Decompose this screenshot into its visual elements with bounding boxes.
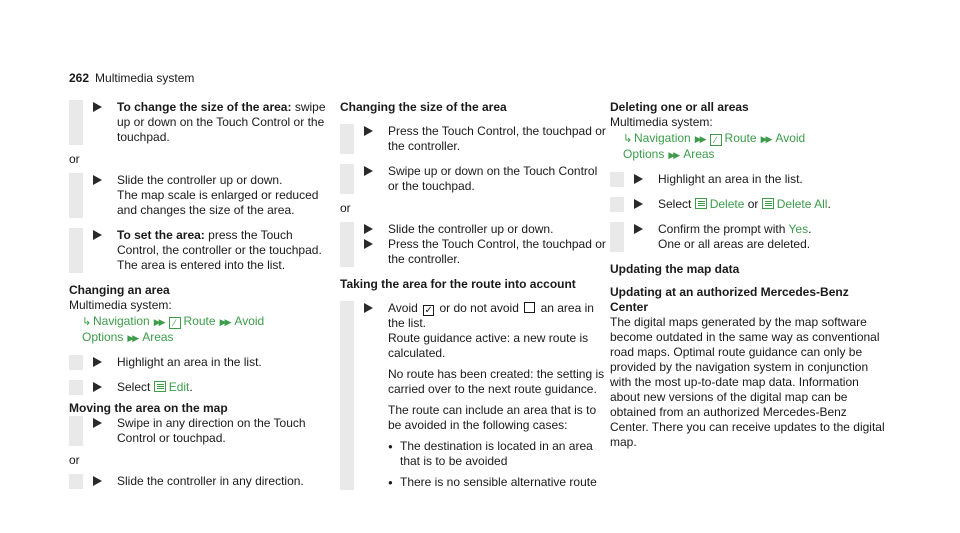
heading-taking-area: Taking the area for the route into account (340, 277, 576, 291)
menu-path (69, 314, 337, 346)
menu-icon (762, 198, 774, 209)
route-icon: ⁄ (169, 317, 181, 329)
column-3: Deleting one or all areas Multimedia system: ↳ Navigation ▶▶ ⁄ Route ▶▶ Avoid Options ▶▶ Areas Highlight an area in the list. Select Delete or Delete All. Confirm the prompt with Yes. One or all areas are deleted. Updating the map data Updating at an authorized Mercedes-Benz Center The digital maps generated by the map software become outdated in the same way as conventional road maps. Optimal route guidance can only be provided by the navigation system in conjunction with the most up-to-date map data. Information about new versions of the digital map can be obtained from an authorized Mercedes-Benz Center. There you can receive updates to the digital map. (610, 100, 885, 449)
step: To set the area: press the Touch Control, the controller or the touchpad. The area is entered into the list. (69, 228, 337, 273)
step-arrow-icon (364, 303, 373, 313)
step: To change the size of the area: swipe up or down on the Touch Control or the touchpad. (69, 100, 337, 145)
section-title: Multimedia system (95, 71, 195, 85)
step: Slide the controller up or down. (340, 222, 610, 237)
step: Highlight an area in the list. (69, 355, 337, 370)
step-arrow-icon (93, 102, 102, 112)
path-options: Options (623, 147, 665, 161)
turn-arrow-icon: ↳ (82, 316, 92, 328)
step-arrow-icon (364, 166, 373, 176)
path-navigation: Navigation (634, 131, 691, 145)
step: Slide the controller up or down. The map scale is enlarged or reduced and changes the size of the area. (69, 173, 337, 218)
path-route: Route (724, 131, 757, 145)
page-number: 262 (69, 71, 90, 85)
step: Slide the controller in any direction. (69, 474, 337, 489)
column-2 (340, 100, 610, 500)
step: Highlight an area in the list. (610, 172, 886, 187)
step: Press the Touch Control, the touchpad or the controller. (340, 124, 610, 154)
body-text: The digital maps generated by the map software become outdated in the same way as conventional road maps. Optimal route guidance can only be provided by the navigation system in conjunction with the most up-to-date map data. Information about new versions of the digital map can be obtained from an authorized Mercedes-Benz Center. There you can receive updates to the digital map. (610, 315, 885, 449)
step-arrow-icon (634, 199, 643, 209)
step-arrow-icon (364, 239, 373, 249)
step: Select Edit. (69, 380, 337, 395)
heading-changing-size: Changing the size of the area (340, 100, 507, 114)
checkbox-empty-icon (524, 302, 535, 313)
menu-path (610, 131, 886, 163)
list-item: ● There is no sensible alternative route (388, 475, 610, 490)
heading-updating-map: Updating the map data (610, 262, 740, 276)
step-arrow-icon (634, 174, 643, 184)
step: Avoid ✓ or do not avoid an area in the list. Route guidance active: a new route is calculated. No route has been created: the setting is carried over to the next route guidance. The route can include an area that is to be avoided in the following cases: ● The destination is located in an area that is to be avoided ● There is no sensible alternative route (340, 301, 610, 490)
step-arrow-icon (93, 382, 102, 392)
path-areas: Areas (683, 147, 715, 161)
path-route: Route (183, 314, 216, 328)
menu-icon (695, 198, 707, 209)
step-arrow-icon (364, 224, 373, 234)
menu-icon (154, 381, 166, 392)
chevron-icon: ▶▶ (153, 317, 164, 327)
or-text: or (69, 453, 80, 467)
step-arrow-icon (93, 418, 102, 428)
step-arrow-icon (93, 175, 102, 185)
heading-deleting-areas: Deleting one or all areas (610, 100, 749, 114)
or-text: or (69, 152, 80, 166)
heading-changing-area: Changing an area (69, 283, 170, 297)
page-header (69, 71, 194, 86)
checkbox-checked-icon: ✓ (424, 305, 433, 316)
chevron-icon: ▶▶ (694, 134, 705, 144)
path-avoid: Avoid (234, 314, 265, 328)
step: Swipe in any direction on the Touch Control or touchpad. (69, 416, 337, 446)
chevron-icon: ▶▶ (668, 150, 679, 160)
step-arrow-icon (364, 126, 373, 136)
step: Press the Touch Control, the touchpad or the controller. (340, 237, 610, 267)
subheading-authorized-center: Updating at an authorized Mercedes-Benz Center (610, 285, 849, 314)
path-options: Options (82, 330, 124, 344)
step: Confirm the prompt with Yes. One or all areas are deleted. (610, 222, 886, 252)
path-areas: Areas (142, 330, 174, 344)
or-text: or (340, 201, 351, 215)
step-arrow-icon (93, 230, 102, 240)
chevron-icon: ▶▶ (127, 333, 138, 343)
path-navigation: Navigation (93, 314, 150, 328)
turn-arrow-icon: ↳ (623, 133, 633, 145)
step: Swipe up or down on the Touch Control or the touchpad. (340, 164, 610, 194)
list-item: ● The destination is located in an area that is to be avoided (388, 439, 610, 469)
step-arrow-icon (93, 476, 102, 486)
route-icon: ⁄ (710, 134, 722, 146)
step-arrow-icon (634, 224, 643, 234)
step: Select Delete or Delete All. (610, 197, 886, 212)
column-1: To change the size of the area: swipe up or down on the Touch Control or the touchpad. or Slide the controller up or down. The map scale is enlarged or reduced and changes the size of the area. To set the area: press the Touch Control, the controller or the touchpad. The area is entered into the list. Changing an area Multimedia system: ↳ Navigation ▶▶ ⁄ Route ▶▶ Avoid Options ▶▶ Areas Highlight an area in the list. Select Edit. Moving the area on the map Swipe in any direction on the Touch Control or touchpad. or Slide the controller in any direction. (69, 100, 337, 499)
path-avoid: Avoid (775, 131, 806, 145)
heading-moving-area: Moving the area on the map (69, 401, 228, 415)
chevron-icon: ▶▶ (760, 134, 771, 144)
step-arrow-icon (93, 357, 102, 367)
chevron-icon: ▶▶ (219, 317, 230, 327)
